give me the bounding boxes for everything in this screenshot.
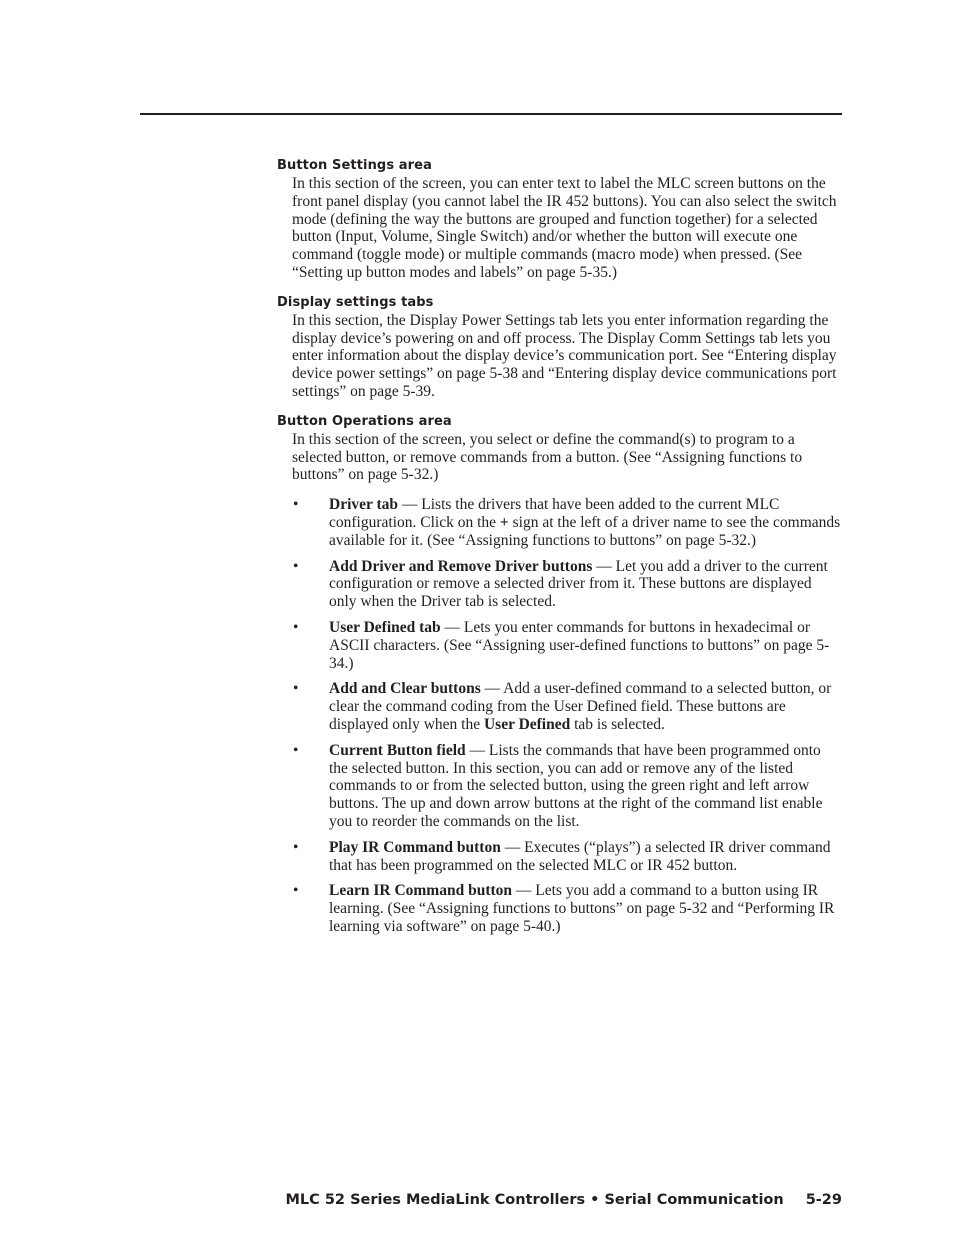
page-number: 5-29 — [805, 1192, 842, 1208]
section-body-button-settings: In this section of the screen, you can enter text to label the MLC screen buttons on the front panel display (you cannot label the IR 452 buttons). You can also select the switch mode (defining the way the buttons are grouped and function together) for a selected button (Input, Volume, Single Switch) and/or whether the button will execute one command (toggle mode) or multiple commands (macro mode) when pressed. (See “Setting up button modes and labels” on page 5-35.) — [292, 175, 837, 281]
list-item-term: Learn IR Command button — [329, 882, 513, 900]
section-body-button-operations: In this section of the screen, you select or define the command(s) to program to a selected button, or remove commands from a button. (See “Assigning functions to buttons” on page 5-32.) — [292, 430, 803, 484]
section-body-display-settings: In this section, the Display Power Settings tab lets you enter information regarding the display device’s powering on and off process. The Display Comm Settings tab lets you enter information about the display device’s communication port. See “Entering display device power settings” on page 5-38 and “Entering display device communications port settings” on page 5-39. — [292, 311, 837, 400]
page-body — [277, 157, 842, 944]
list-item-text: — Executes (“plays”) a selected IR driver command that has been programmed on the selected MLC or IR 452 button. — [329, 838, 831, 874]
page-footer — [285, 1190, 842, 1210]
footer-title: MLC 52 Series MediaLink Controllers • Serial Communication — [285, 1192, 784, 1208]
section-heading-button-operations: Button Operations area — [277, 413, 452, 429]
bullet-icon: • — [293, 680, 299, 698]
bullet-icon: • — [293, 618, 299, 636]
list-item-play-ir-command — [293, 838, 842, 875]
list-item-current-button-field — [293, 741, 842, 831]
list-item-text: — Lists the drivers that have been added to the current MLC configuration. Click on the — [329, 496, 780, 531]
header-rule — [140, 113, 842, 115]
list-item-add-clear-buttons — [293, 680, 842, 733]
list-item-text: — Let you add a driver to the current configuration or remove a selected driver from it. These buttons are displayed only when the Driver tab is selected. — [329, 557, 828, 611]
list-item-text: — Add a user-defined command to a selected button, or clear the command coding from the User Defined field. These buttons are displayed only when the — [329, 680, 832, 733]
list-item-emphasis: + — [499, 513, 509, 531]
section-heading-display-settings: Display settings tabs — [277, 294, 434, 310]
list-item-text: — Lists the commands that have been programmed onto the selected button. In this section, you can add or remove any of the listed commands to or from the selected button, using the green right and left arrow buttons. The up and down arrow buttons at the right of the command list enable you to reorder the commands on the list. — [329, 741, 823, 830]
list-item-text: — Lets you enter commands for buttons in hexadecimal or ASCII characters. (See “Assigning user-defined functions to buttons” on page 5-34.) — [329, 618, 830, 672]
list-item-text: — Lets you add a command to a button using IR learning. (See “Assigning functions to buttons” on page 5-32 and “Performing IR learning via software” on page 5-40.) — [329, 882, 835, 935]
list-item-term: User Defined tab — [329, 618, 441, 636]
list-item-add-remove-driver — [293, 557, 842, 611]
list-item-term: Driver tab — [329, 496, 399, 514]
list-item-user-defined-tab — [293, 618, 842, 672]
list-item-text-continued: sign at the left of a driver name to see the commands available for it. (See “Assigning functions to buttons” on page 5-32.) — [329, 513, 841, 549]
list-item-text-continued: tab is selected. — [570, 715, 665, 733]
list-item-learn-ir-command — [293, 882, 842, 935]
bullet-icon: • — [293, 882, 299, 900]
bullet-icon: • — [293, 557, 299, 575]
list-item-term: Add and Clear buttons — [329, 680, 481, 698]
bullet-icon: • — [293, 496, 299, 514]
section-heading-button-settings: Button Settings area — [277, 158, 432, 173]
list-item-driver-tab — [293, 496, 842, 549]
button-operations-list — [277, 496, 842, 936]
list-item-emphasis: User Defined — [483, 715, 571, 733]
list-item-term: Play IR Command button — [329, 838, 501, 856]
list-item-term: Add Driver and Remove Driver buttons — [329, 557, 593, 575]
bullet-icon: • — [293, 741, 299, 759]
list-item-term: Current Button field — [329, 741, 466, 759]
bullet-icon: • — [293, 838, 299, 856]
